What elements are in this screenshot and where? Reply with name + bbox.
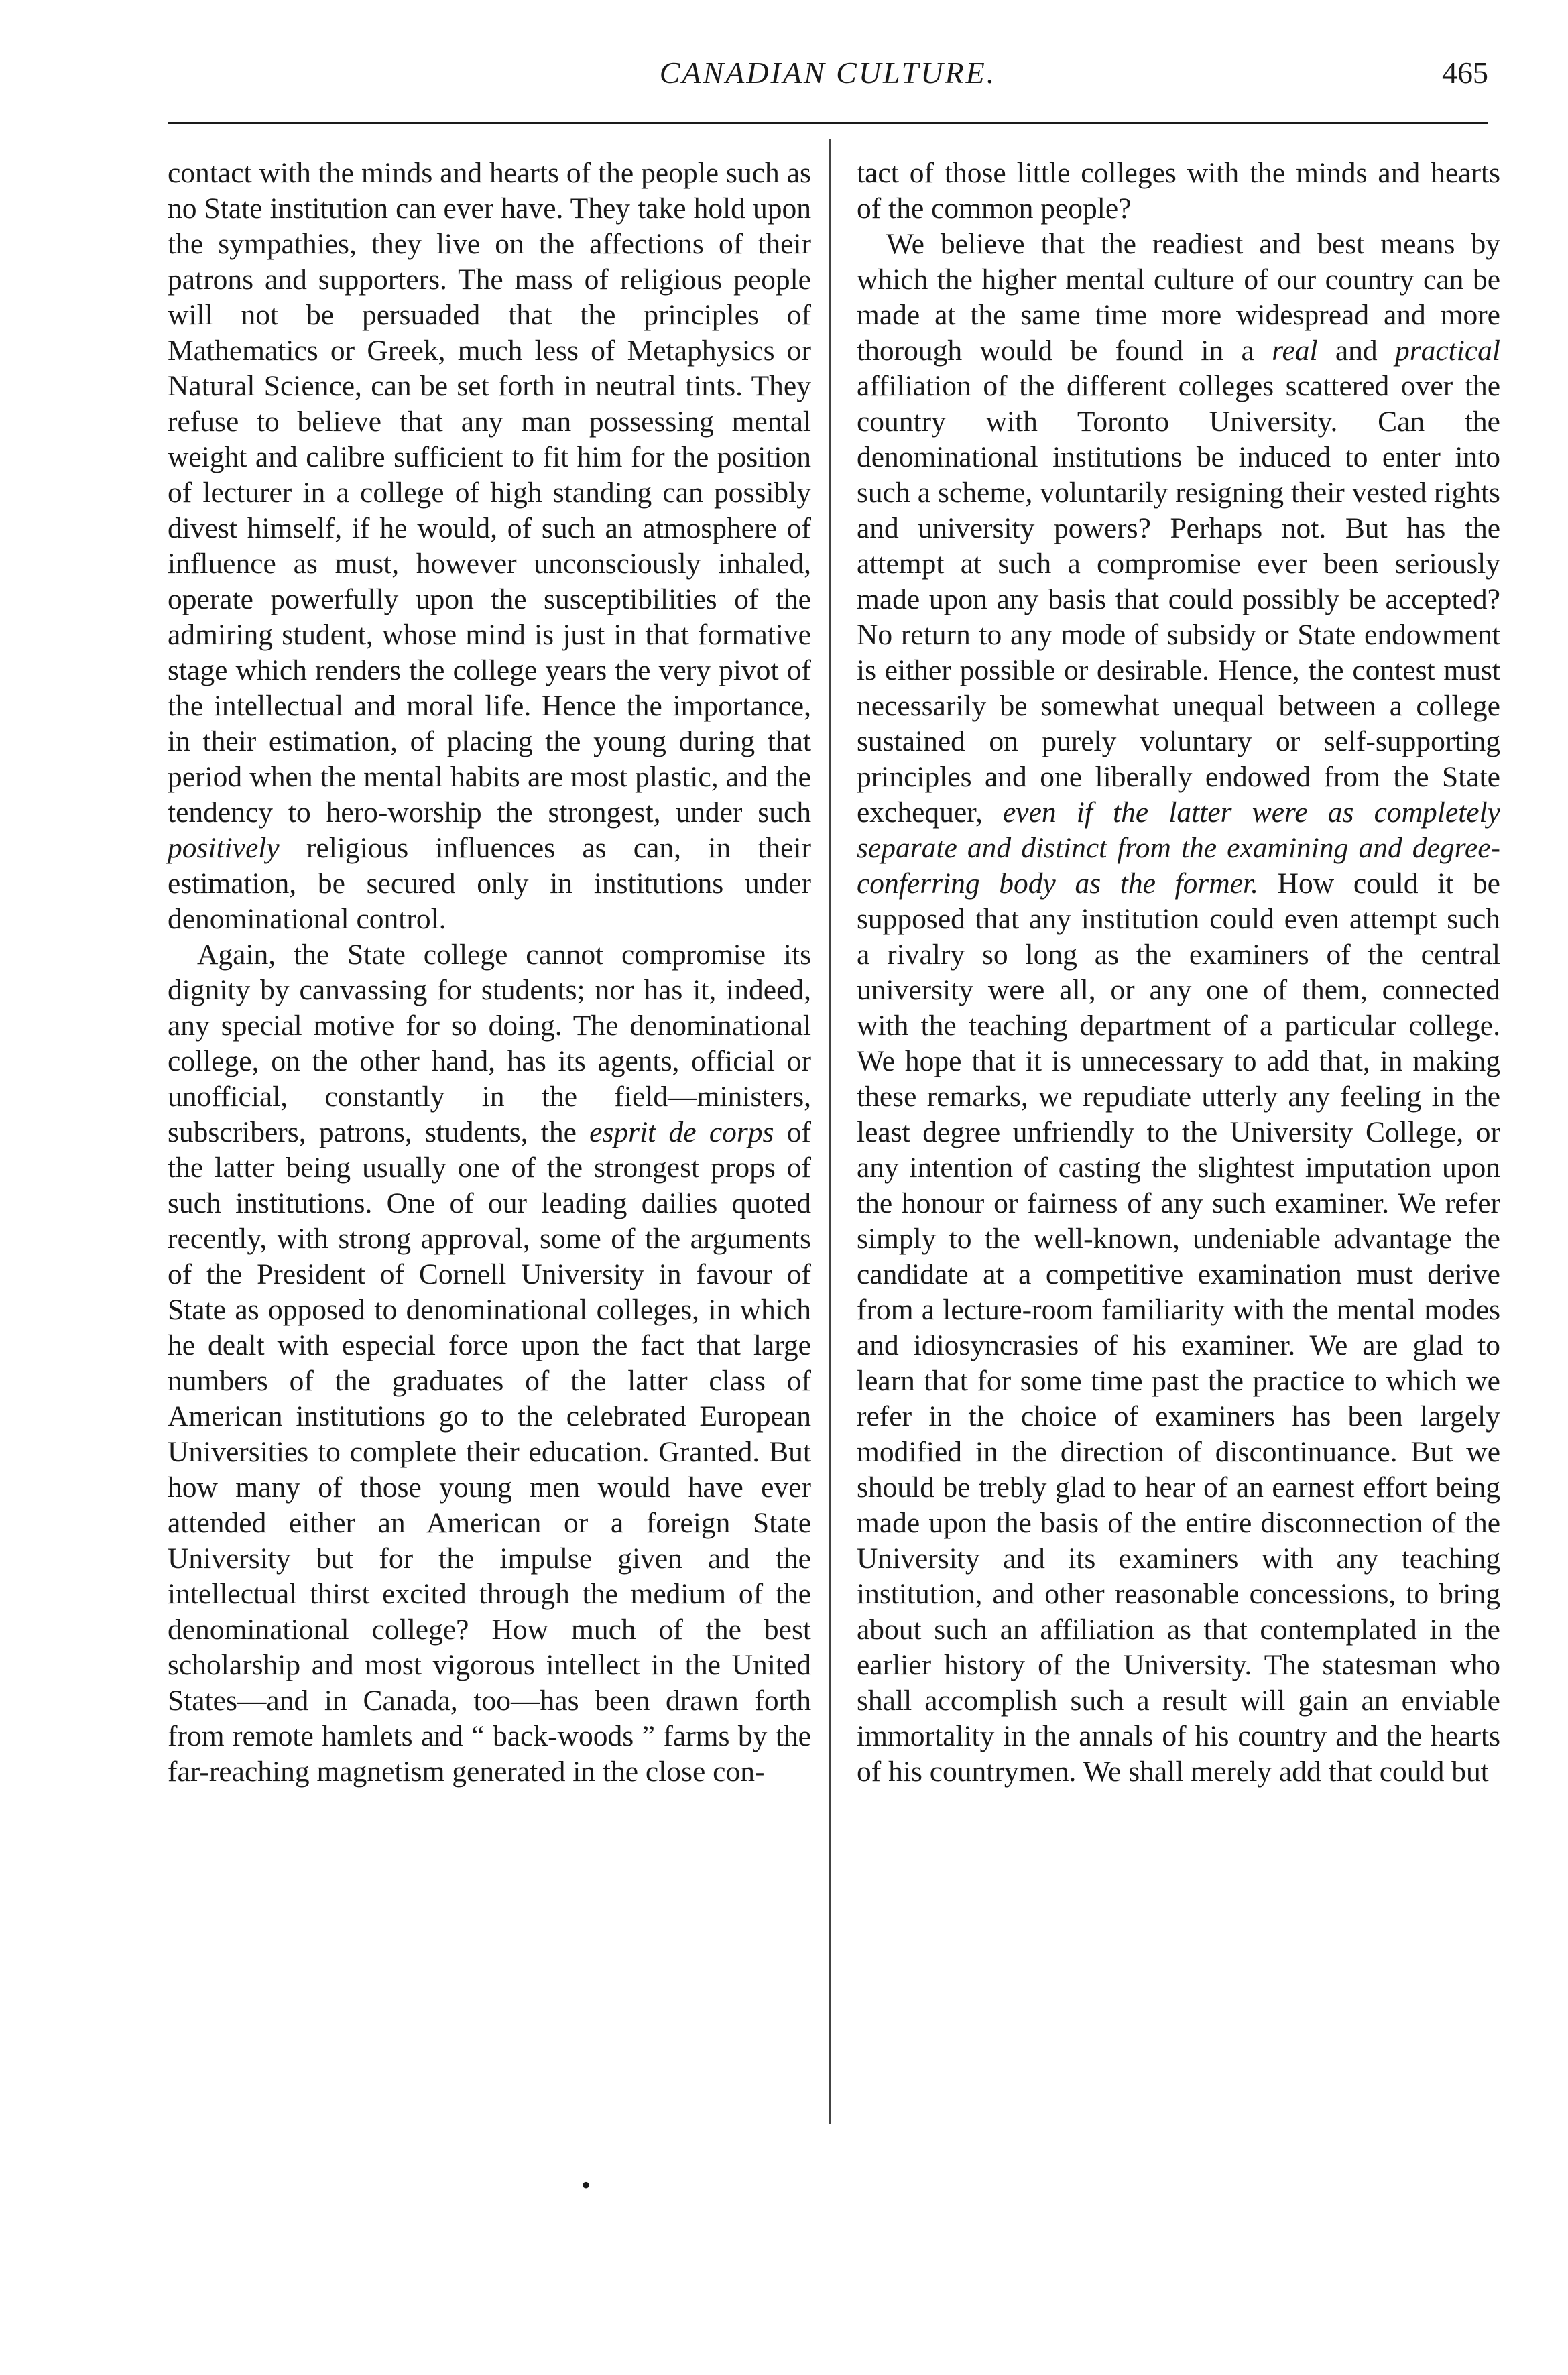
paragraph: [857, 227, 1500, 1790]
text-run: contact with the minds and hearts of the people such as no State institution can ever have. They take hold upon the sympathies, they live on the affections of their patrons and supporters. The mass of religious people will not be persuaded that the principles of Mathematics or Greek, much less of Metaphysics or Natural Science, can be set forth in neutral tints. They refuse to believe that any man possessing mental weight and calibre sufficient to fit him for the position of lecturer in a college of high standing can possibly divest himself, if he would, of such an atmosphere of influence as must, however unconsciously inhaled, operate powerfully upon the susceptibilities of the admiring student, whose mind is just in that formative stage which renders the college years the very pivot of the intellectual and moral life. Hence the importance, in their estimation, of placing the young during that period when the mental habits are most plastic, and the tendency to hero-worship the strongest, under such: [168, 157, 811, 829]
italic-run: real: [1272, 334, 1318, 367]
paragraph: [168, 937, 811, 1790]
text-run: We believe that the readiest and best means by which the higher mental culture of our country can be made at the same time more widespread and more thorough would be found in a: [857, 228, 1500, 367]
italic-run: positively: [168, 832, 280, 864]
italic-run: esprit de corps: [589, 1116, 774, 1148]
page-number: 465: [1442, 56, 1488, 90]
paragraph: [857, 156, 1500, 227]
running-title: CANADIAN CULTURE.: [659, 56, 997, 90]
text-run: How could it be supposed that any institution could even attempt such a rivalry so long as the examiners of the central university were all, or any one of them, connected with the teaching department of a particular college. We hope that it is unnecessary to add that, in making these remarks, we repudiate utterly any feeling in the least degree unfriendly to the University College, or any intention of casting the slightest imputation upon the honour or fairness of any such examiner. We refer simply to the well-known, undeniable advantage the candidate at a competitive examination must derive from a lecture-room familiarity with the mental modes and idiosyncrasies of his examiner. We are glad to learn that for some time past the practice to which we refer in the choice of examiners has been largely modified in the direction of discontinuance. But we should be trebly glad to hear of an earnest effort being made upon the basis of the entire disconnection of the University and its examiners with any teaching institution, and other reasonable concessions, to bring about such an affiliation as that contemplated in the earlier history of the University. The statesman who shall accomplish such a result will gain an enviable immortality in the annals of his country and the hearts of his countrymen. We shall merely add that could but: [857, 867, 1500, 1788]
text-run: and: [1317, 334, 1395, 367]
header-rule: [168, 122, 1488, 124]
left-column: [168, 156, 811, 1790]
text-run: of the latter being usually one of the strongest props of such institutions. One of our leading dailies quoted recently, with strong approval, some of the arguments of the President of Cornell University in favour of State as opposed to denominational colleges, in which he dealt with especial force upon the fact that large numbers of the graduates of the latter class of American institutions go to the celebrated European Universities to complete their education. Granted. But how many of those young men would have ever attended either an American or a foreign State University but for the impulse given and the intellectual thirst excited through the medium of the denominational college? How much of the best scholarship and most vigorous intellect in the United States—and in Canada, too—has been drawn forth from remote hamlets and “ back-woods ” farms by the far-reaching magnetism generated in the close con-: [168, 1116, 811, 1788]
text-run: Again, the State college cannot compromise its dignity by canvassing for students; nor has it, indeed, any special motive for so doing. The denominational college, on the other hand, has its agents, official or unofficial, constantly in the field—ministers, subscribers, patrons, students, the: [168, 938, 811, 1148]
column-divider: [829, 139, 831, 2124]
italic-run: even if the latter were as completely separate and distinct from the examining and degree-conferring body as the former.: [857, 796, 1500, 900]
paragraph: [168, 156, 811, 937]
text-run: tact of those little colleges with the minds and hearts of the common people?: [857, 157, 1500, 225]
right-column: [857, 156, 1500, 1790]
footer-mark: •: [581, 2170, 591, 2200]
text-run: religious influences as can, in their estimation, be secured only in institutions under denominational control.: [168, 832, 811, 935]
text-run: affiliation of the different colleges scattered over the country with Toronto University. Can the denominational institutions be induced to enter into such a scheme, voluntarily resigning their vested rights and university powers? Perhaps not. But has the attempt at such a compromise ever been seriously made upon any basis that could possibly be accepted? No return to any mode of subsidy or State endowment is either possible or desirable. Hence, the contest must necessarily be somewhat unequal between a college sustained on purely voluntary or self-supporting principles and one liberally endowed from the State exchequer,: [857, 370, 1500, 829]
italic-run: practical: [1394, 334, 1500, 367]
page-header: [168, 52, 1488, 106]
